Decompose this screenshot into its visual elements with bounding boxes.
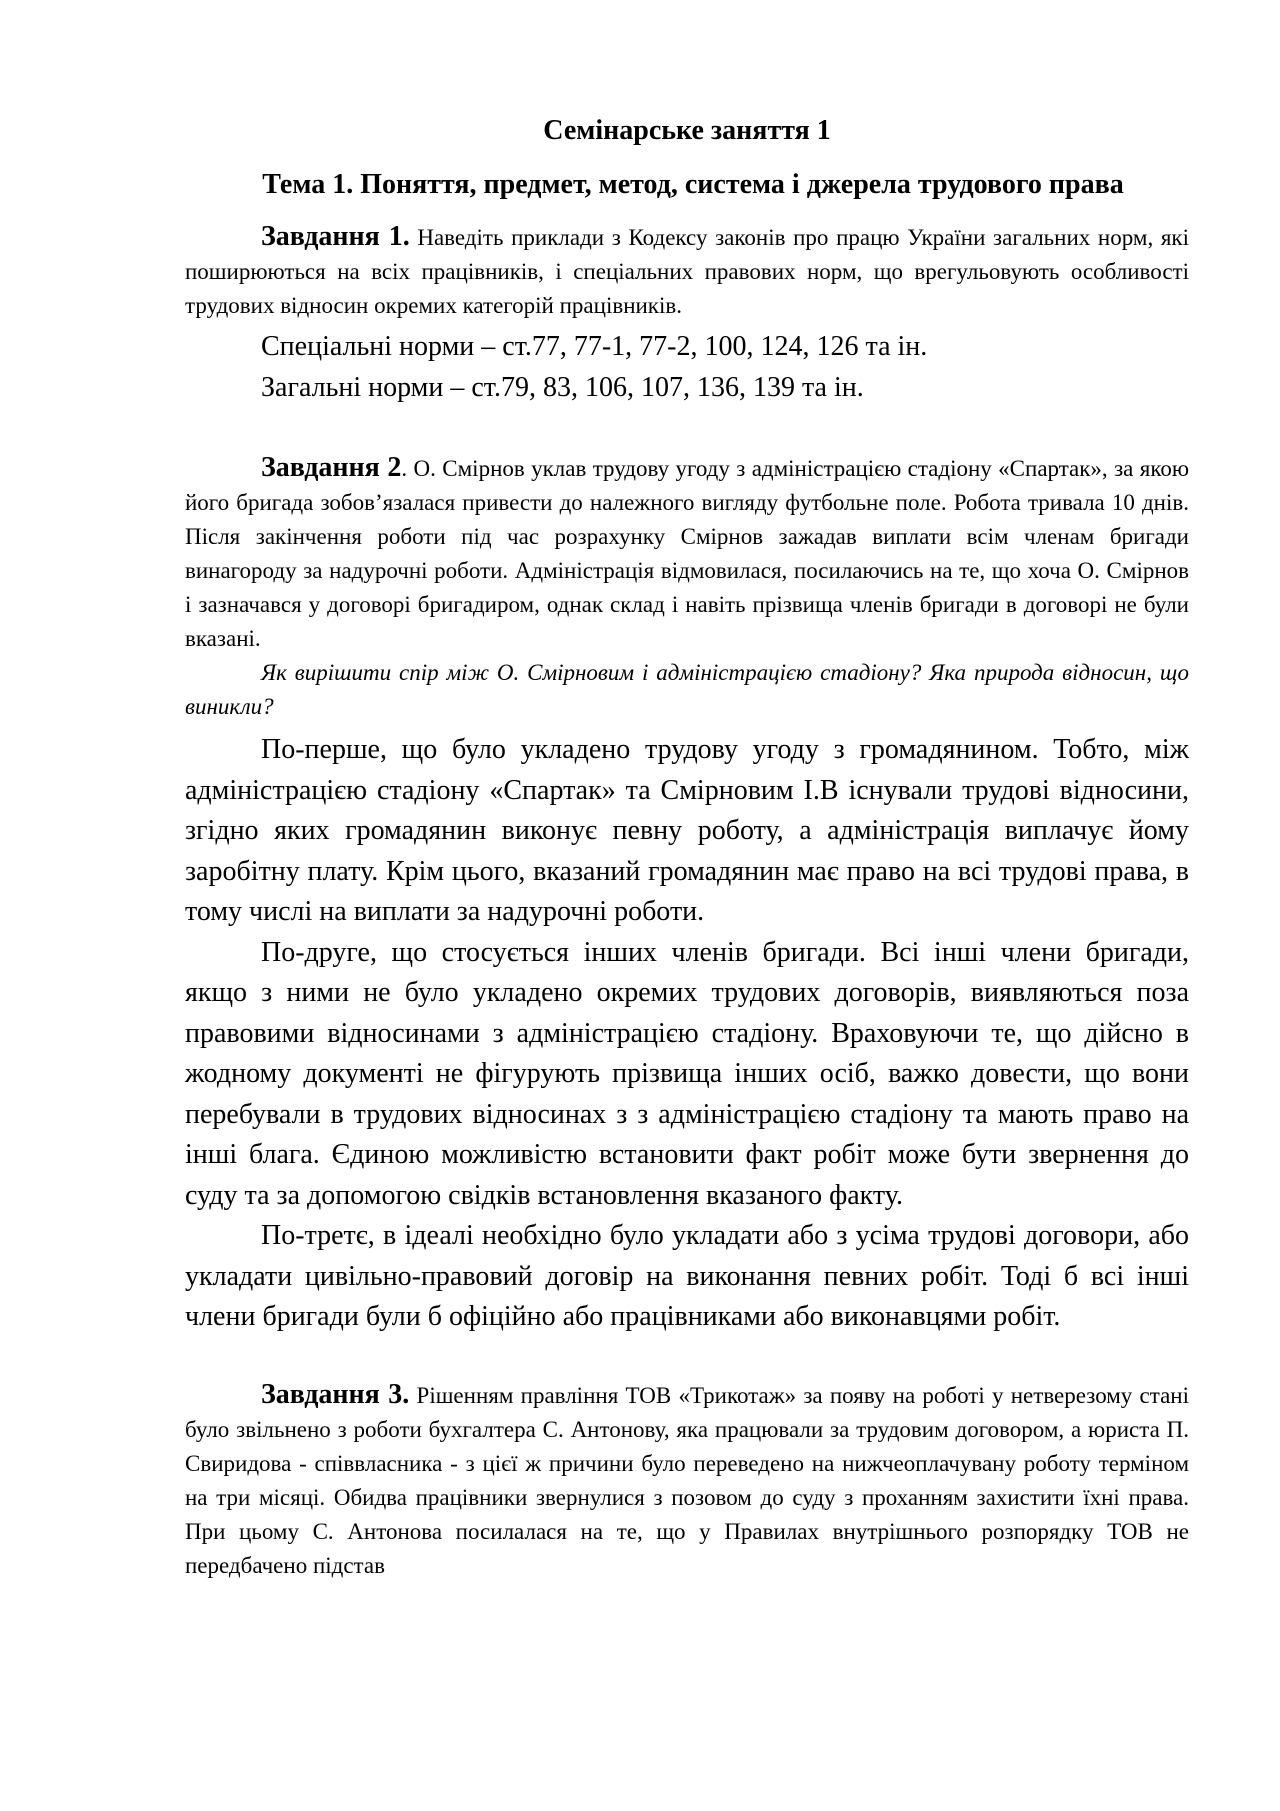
document-topic: Тема 1. Поняття, предмет, метод, система і джерела трудового права — [262, 169, 1124, 200]
task2-answer-paragraph: По-третє, в ідеалі необхідно було укладати або з усіма трудові договори, або укладати цивільно-правовий договір на виконання певних робіт. Тоді б всі інші члени бригади були б офіційно або працівниками або виконавцями робіт. — [185, 1220, 1189, 1332]
document-title: Семінарське заняття 1 — [543, 115, 831, 146]
task2-question: Як вирішити спір між О. Смірновим і адміністрацією стадіону? Яка природа відносин, що виникли? — [185, 660, 1189, 719]
section-gap — [185, 408, 1189, 443]
task2-answer-paragraph: По-перше, що було укладено трудову угоду з громадянином. Тобто, між адміністрацією стадіону «Спартак» та Смірновим І.В існували трудові відносини, згідно яких громадянин виконує певну роботу, а адміністрація виплачує йому заробітну плату. Крім цього, вказаний громадянин має право на всі трудові права, в тому числі на виплати за надурочні роботи. — [185, 734, 1189, 927]
task3-statement — [185, 1378, 1189, 1583]
section-gap — [185, 1338, 1189, 1370]
task1-label: Завдання 1. — [261, 221, 410, 252]
task2-label: Завдання 2 — [261, 452, 402, 483]
task1-general-norms: Загальні норми – ст.79, 83, 106, 107, 136, 139 та ін. — [261, 371, 864, 403]
task1-text: Наведіть приклади з Кодексу законів про працю України загальних норм, які поширюються на всіх працівників, і спеціальних правових норм, що врегульовують особливості трудових відносин окремих категорій працівників. — [185, 225, 1190, 318]
task2-answer-paragraph: По-друге, що стосується інших членів бригади. Всі інші члени бригади, якщо з ними не було укладено окремих трудових договорів, виявляються поза правовими відносинами з адміністрацією стадіону. Враховуючи те, що дійсно в жодному документі не фігурують прізвища інших осіб, важко довести, що вони перебували в трудових відносинах з з адміністрацією стадіону та мають право на інші блага. Єдиною можливістю встановити факт робіт може бути звернення до суду та за допомогою свідків встановлення вказаного факту. — [185, 936, 1189, 1211]
task3-label: Завдання 3. — [261, 1378, 410, 1410]
task2-statement — [185, 451, 1189, 656]
task2-text: . О. Смірнов уклав трудову угоду з адміністрацією стадіону «Спартак», за якою його бригада зобов’язалася привести до належного вигляду футбольне поле. Робота тривала 10 днів. Після закінчення роботи під час розрахунку Смірнов зажадав виплати всім членам бригади винагороду за надурочні роботи. Адміністрація відмовилася, посилаючись на те, що хоча О. Смірнов і зазначався у договорі бригадиром, однак склад і навіть прізвища членів бригади в договорі не були вказані. — [185, 456, 1190, 651]
document-body — [185, 114, 1189, 1583]
task1-special-norms: Спеціальні норми – ст.77, 77-1, 77-2, 100, 124, 126 та ін. — [261, 331, 928, 362]
task1-statement — [185, 220, 1189, 323]
task3-text: Рішенням правління ТОВ «Трикотаж» за появу на роботі у нетверезому стані було звільнено з роботи бухгалтера С. Антонову, яка працювали за трудовим договором, а юриста П. Свиридова - співвласника - з цієї ж причини було переведено на нижчеоплачувану роботу терміном на три місяці. Обидва працівники звернулися з позовом до суду з проханням захистити їхні права. При цьому С. Антонова посилалася на те, що у Правилах внутрішнього розпорядку ТОВ не передбачено підстав — [185, 1382, 1190, 1578]
